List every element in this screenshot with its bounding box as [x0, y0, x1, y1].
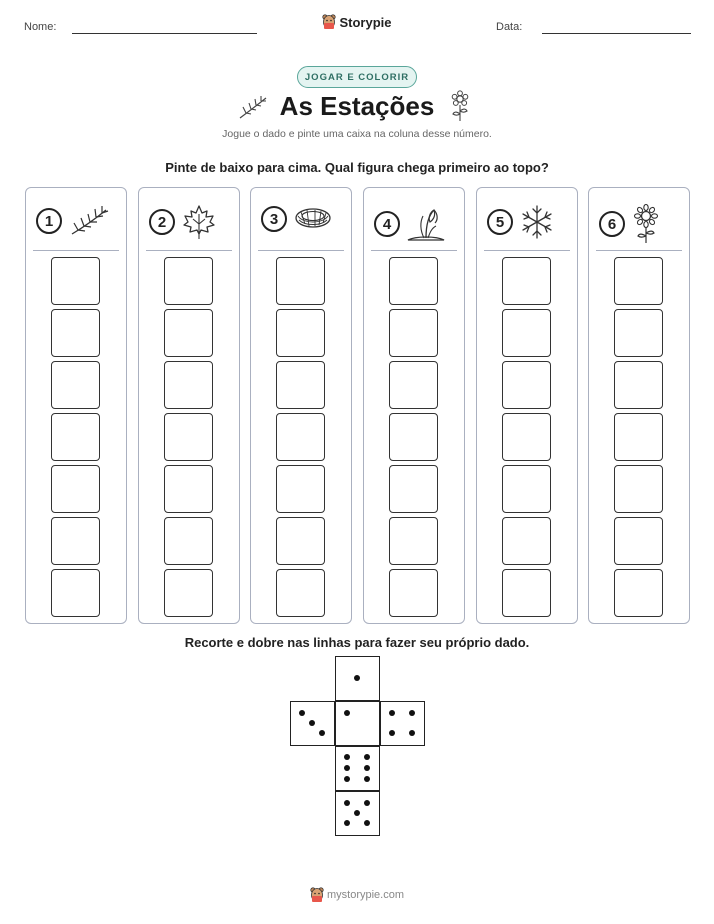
- column-number: 4: [374, 211, 400, 237]
- sunflower-icon: [631, 204, 661, 244]
- color-box[interactable]: [51, 465, 100, 513]
- die-pip: [354, 675, 360, 681]
- die-pip: [344, 776, 350, 782]
- color-box[interactable]: [389, 309, 438, 357]
- column-1: [25, 187, 127, 624]
- die-pip: [364, 820, 370, 826]
- die-face-3[interactable]: [290, 701, 335, 746]
- color-box[interactable]: [502, 309, 551, 357]
- column-number: 2: [149, 209, 175, 235]
- page-title: As Estações: [279, 91, 435, 121]
- color-box[interactable]: [389, 361, 438, 409]
- instruction-text: Pinte de baixo para cima. Qual figura chega primeiro ao topo?: [165, 160, 549, 175]
- color-box[interactable]: [614, 465, 663, 513]
- wheat-icon: [68, 204, 110, 238]
- color-box[interactable]: [502, 257, 551, 305]
- color-box[interactable]: [164, 361, 213, 409]
- name-line[interactable]: [72, 33, 257, 34]
- cut-instruction: Recorte e dobre nas linhas para fazer seu próprio dado.: [184, 635, 530, 650]
- column-divider: [146, 250, 232, 251]
- column-divider: [258, 250, 344, 251]
- die-face-1-center[interactable]: [335, 701, 380, 746]
- color-box[interactable]: [51, 517, 100, 565]
- color-box[interactable]: [276, 257, 325, 305]
- die-pip: [409, 710, 415, 716]
- color-box[interactable]: [164, 413, 213, 461]
- die-pip: [364, 754, 370, 760]
- color-box[interactable]: [164, 257, 213, 305]
- color-box[interactable]: [502, 517, 551, 565]
- color-box[interactable]: [51, 257, 100, 305]
- die-pip: [389, 730, 395, 736]
- brand-logo: [0, 14, 714, 30]
- column-2: [138, 187, 240, 624]
- color-box[interactable]: [276, 569, 325, 617]
- color-box[interactable]: [614, 413, 663, 461]
- color-box[interactable]: [51, 361, 100, 409]
- die-pip: [389, 710, 395, 716]
- column-divider: [33, 250, 119, 251]
- flower-decoration-icon: [449, 90, 471, 122]
- bear-mascot-icon: [322, 14, 336, 30]
- die-pip: [344, 820, 350, 826]
- snowdrop-flower-icon: [406, 204, 446, 244]
- page-subtitle: Jogue o dado e pinte uma caixa na coluna desse número.: [222, 128, 492, 140]
- color-box[interactable]: [389, 569, 438, 617]
- color-box[interactable]: [389, 517, 438, 565]
- color-box[interactable]: [614, 569, 663, 617]
- color-box[interactable]: [164, 569, 213, 617]
- die-face-5[interactable]: [335, 791, 380, 836]
- nest-icon: [293, 204, 333, 234]
- color-box[interactable]: [276, 361, 325, 409]
- column-number: 3: [261, 206, 287, 232]
- footer: [0, 887, 714, 903]
- color-box[interactable]: [51, 413, 100, 461]
- die-pip: [344, 800, 350, 806]
- footer-url[interactable]: mystorypie.com: [326, 889, 405, 901]
- die-pip: [364, 765, 370, 771]
- column-divider: [484, 250, 570, 251]
- die-pip: [309, 720, 315, 726]
- die-pip: [344, 754, 350, 760]
- color-box[interactable]: [614, 257, 663, 305]
- die-pip: [344, 710, 350, 716]
- activity-badge: JOGAR E COLORIR: [297, 66, 417, 88]
- color-box[interactable]: [502, 465, 551, 513]
- color-box[interactable]: [614, 517, 663, 565]
- column-number: 5: [487, 209, 513, 235]
- date-line[interactable]: [542, 33, 691, 34]
- maple-leaf-icon: [181, 204, 217, 240]
- color-box[interactable]: [164, 517, 213, 565]
- color-box[interactable]: [276, 309, 325, 357]
- column-4: [363, 187, 465, 624]
- die-pip: [364, 800, 370, 806]
- color-box[interactable]: [276, 413, 325, 461]
- color-box[interactable]: [164, 309, 213, 357]
- column-number: 1: [36, 208, 62, 234]
- brand-name: Storypie: [339, 14, 392, 30]
- column-divider: [596, 250, 682, 251]
- color-box[interactable]: [502, 361, 551, 409]
- die-face-6[interactable]: [335, 746, 380, 791]
- column-6: [588, 187, 690, 624]
- die-pip: [344, 765, 350, 771]
- die-pip: [354, 810, 360, 816]
- column-number: 6: [599, 211, 625, 237]
- date-label: Data:: [496, 21, 523, 33]
- color-box[interactable]: [51, 569, 100, 617]
- color-box[interactable]: [502, 413, 551, 461]
- die-face-4[interactable]: [380, 701, 425, 746]
- color-box[interactable]: [389, 465, 438, 513]
- color-box[interactable]: [502, 569, 551, 617]
- column-3: [250, 187, 352, 624]
- color-box[interactable]: [276, 465, 325, 513]
- die-pip: [319, 730, 325, 736]
- color-box[interactable]: [614, 309, 663, 357]
- die-pip: [409, 730, 415, 736]
- column-5: [476, 187, 578, 624]
- color-box[interactable]: [164, 465, 213, 513]
- snowflake-icon: [519, 204, 555, 240]
- name-label: Nome:: [24, 21, 57, 33]
- color-box[interactable]: [389, 413, 438, 461]
- bear-mascot-icon: [310, 887, 324, 903]
- color-box[interactable]: [51, 309, 100, 357]
- column-divider: [371, 250, 457, 251]
- die-pip: [299, 710, 305, 716]
- die-face-1[interactable]: [335, 656, 380, 701]
- die-pip: [364, 776, 370, 782]
- color-box[interactable]: [276, 517, 325, 565]
- color-box[interactable]: [614, 361, 663, 409]
- color-box[interactable]: [389, 257, 438, 305]
